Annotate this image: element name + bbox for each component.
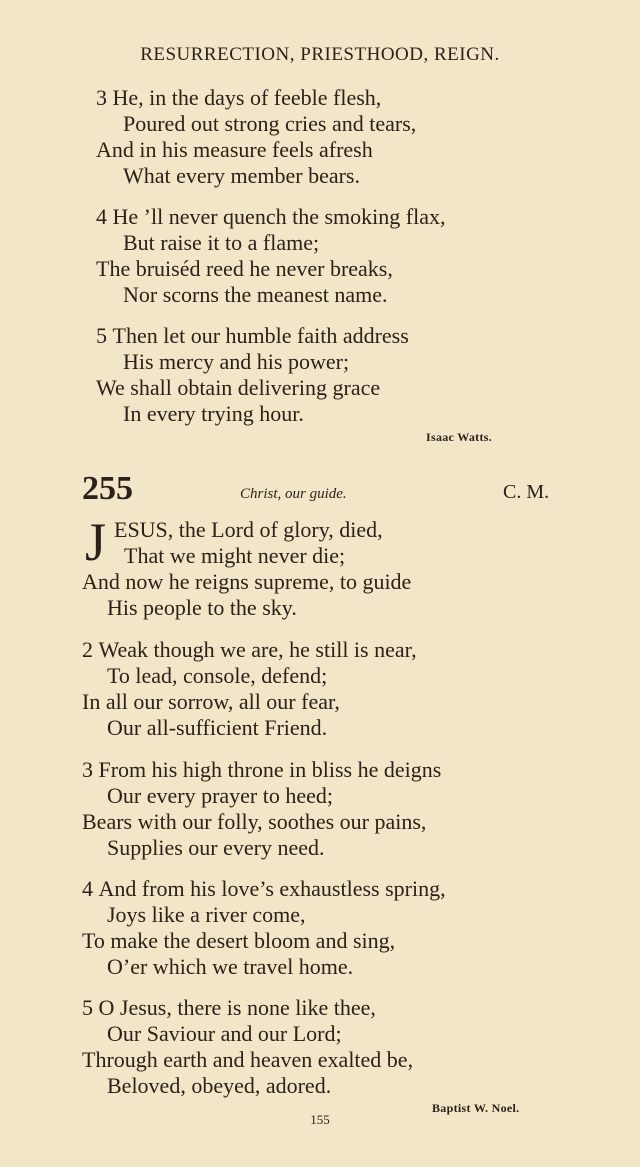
verse-line: O’er which we travel home.	[107, 954, 354, 979]
verse-line: His mercy and his power;	[123, 349, 350, 374]
verse-line: We shall obtain delivering grace	[96, 375, 381, 400]
stanza-number: 5	[82, 995, 93, 1020]
verse-line: What every member bears.	[123, 163, 360, 188]
verse-line: In all our sorrow, all our fear,	[82, 689, 340, 714]
verse-line: He, in the days of feeble flesh,	[112, 85, 382, 110]
verse-line: His people to the sky.	[107, 595, 297, 620]
verse-line: That we might never die;	[124, 543, 346, 568]
drop-cap: J	[85, 512, 107, 572]
verse-line: And from his love’s exhaustless spring,	[98, 876, 446, 901]
verse-line: And in his measure feels afresh	[96, 137, 373, 162]
verse-line: Through earth and heaven exalted be,	[82, 1047, 414, 1072]
verse-line: From his high throne in bliss he deigns	[98, 757, 442, 782]
verse-line: Supplies our every need.	[107, 835, 325, 860]
hymn-title: Christ, our guide.	[240, 486, 347, 502]
page-number: 155	[310, 1112, 330, 1127]
stanza-number: 3	[96, 85, 107, 110]
stanza-number: 4	[96, 204, 107, 229]
hymn-number: 255	[82, 470, 133, 507]
stanza-number: 4	[82, 876, 93, 901]
verse-line: Then let our humble faith address	[112, 323, 409, 348]
verse-line: Poured out strong cries and tears,	[123, 111, 417, 136]
verse-line: To make the desert bloom and sing,	[82, 928, 396, 953]
verse-line: To lead, console, defend;	[107, 663, 328, 688]
hymn-author: Baptist W. Noel.	[432, 1101, 520, 1115]
verse-line: Weak though we are, he still is near,	[98, 637, 417, 662]
verse-line: Nor scorns the meanest name.	[123, 282, 388, 307]
stanza-number: 2	[82, 637, 93, 662]
verse-line: The bruiséd reed he never breaks,	[96, 256, 393, 281]
verse-line: But raise it to a flame;	[123, 230, 320, 255]
prev-hymn-author: Isaac Watts.	[426, 430, 493, 444]
verse-line: Bears with our folly, soothes our pains,	[82, 809, 427, 834]
verse-line: Our every prayer to heed;	[107, 783, 334, 808]
verse-line: And now he reigns supreme, to guide	[82, 569, 412, 594]
verse-line: Our all-sufficient Friend.	[107, 715, 328, 740]
verse-line: Our Saviour and our Lord;	[107, 1021, 342, 1046]
stanza-number: 3	[82, 757, 93, 782]
verse-line: He ’ll never quench the smoking flax,	[112, 204, 446, 229]
running-head: RESURRECTION, PRIESTHOOD, REIGN.	[140, 44, 500, 65]
stanza-number: 5	[96, 323, 107, 348]
verse-line: O Jesus, there is none like thee,	[98, 995, 376, 1020]
verse-line: ESUS, the Lord of glory, died,	[114, 517, 383, 542]
verse-line: Joys like a river come,	[107, 902, 306, 927]
verse-line: In every trying hour.	[123, 401, 304, 426]
verse-line: Beloved, obeyed, adored.	[107, 1073, 332, 1098]
hymn-meter: C. M.	[503, 481, 550, 503]
